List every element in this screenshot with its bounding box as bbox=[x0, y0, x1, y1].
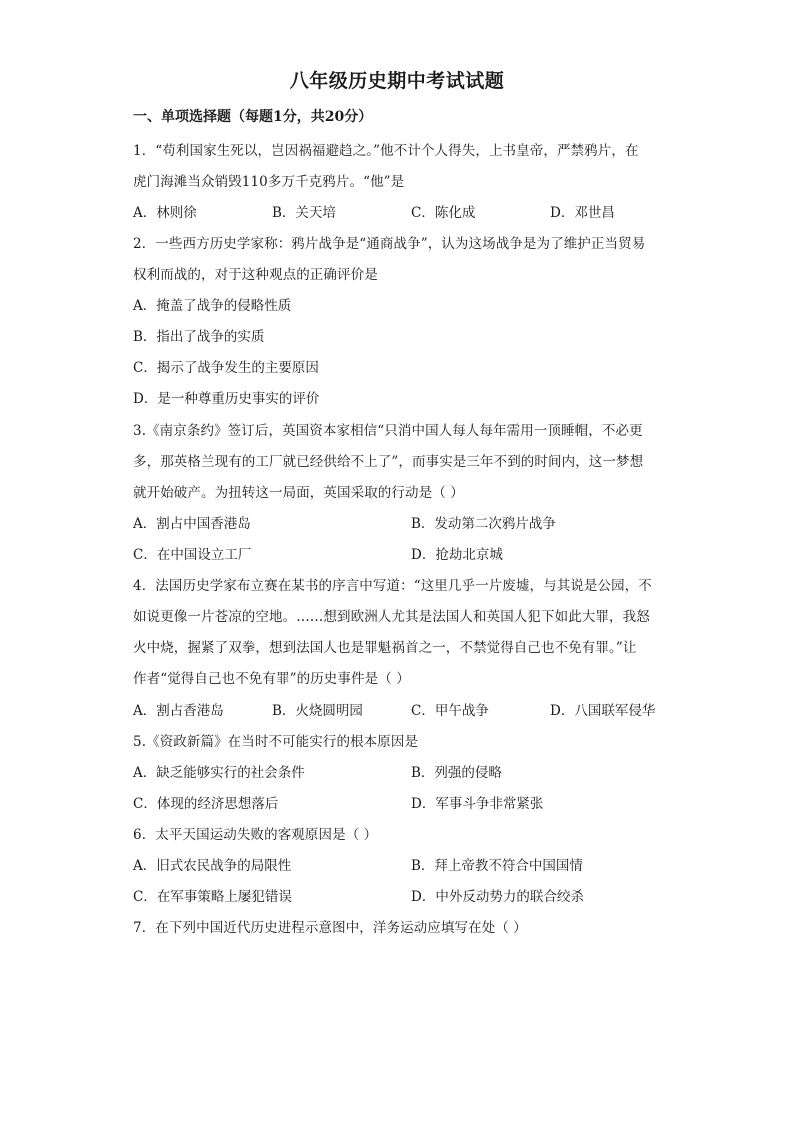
question-6-option-b: B．拜上帝教不符合中国国情 bbox=[411, 858, 583, 874]
question-2-option-a: A．掩盖了战争的侵略性质 bbox=[133, 298, 292, 314]
question-1-option-a: A．林则徐 bbox=[133, 205, 197, 221]
question-4-line-1: 4．法国历史学家布立赛在某书的序言中写道：“这里几乎一片废墟，与其说是公园，不 bbox=[133, 578, 652, 594]
question-4-option-a: A．割占香港岛 bbox=[133, 703, 224, 719]
section-heading: 一、单项选择题（每题1分，共20分） bbox=[133, 109, 373, 125]
question-2-line-2: 权利而战的，对于这种观点的正确评价是 bbox=[133, 267, 378, 283]
question-4-option-c: C．甲午战争 bbox=[411, 703, 489, 719]
question-5-option-d: D．军事斗争非常紧张 bbox=[411, 796, 544, 812]
question-3-option-d: D．抢劫北京城 bbox=[411, 547, 503, 563]
question-3-line-3: 就开始破产。为扭转这一局面，英国采取的行动是（ ） bbox=[133, 485, 464, 501]
question-3-line-1: 3.《南京条约》签订后，英国资本家相信“只消中国人每人每年需用一顶睡帽，不必更 bbox=[133, 423, 643, 439]
question-6-line-1: 6．太平天国运动失败的客观原因是（ ） bbox=[133, 827, 378, 843]
question-5-option-c: C．体现的经济思想落后 bbox=[133, 796, 279, 812]
question-1-option-d: D．邓世昌 bbox=[550, 205, 615, 221]
question-2-option-b: B．指出了战争的实质 bbox=[133, 329, 265, 345]
question-4-line-3: 火中烧，握紧了双拳，想到法国人也是罪魁祸首之一，不禁觉得自己也不免有罪。”让 bbox=[133, 640, 637, 656]
question-2-line-1: 2．一些西方历史学家称：鸦片战争是“通商战争”，认为这场战争是为了维护正当贸易 bbox=[133, 236, 646, 252]
question-5-option-b: B．列强的侵略 bbox=[411, 765, 502, 781]
question-3-option-b: B．发动第二次鸦片战争 bbox=[411, 516, 556, 532]
question-2-option-d: D．是一种尊重历史事实的评价 bbox=[133, 391, 320, 407]
question-4-option-b: B．火烧圆明园 bbox=[272, 703, 363, 719]
question-4-option-d: D．八国联军侵华 bbox=[550, 703, 656, 719]
question-5-line-1: 5.《资政新篇》在当时不可能实行的根本原因是 bbox=[133, 734, 419, 750]
question-1-option-b: B．关天培 bbox=[272, 205, 336, 221]
question-2-option-c: C．揭示了战争发生的主要原因 bbox=[133, 360, 319, 376]
question-1-line-2: 虎门海滩当众销毁110多万千克鸦片。“他”是 bbox=[133, 174, 405, 190]
question-4-line-2: 如说更像一片苍凉的空地。……想到欧洲人尤其是法国人和英国人犯下如此大罪，我怒 bbox=[133, 609, 650, 625]
question-5-option-a: A．缺乏能够实行的社会条件 bbox=[133, 765, 305, 781]
question-3-line-2: 多，那英格兰现有的工厂就已经供给不上了”，而事实是三年不到的时间内，这一梦想 bbox=[133, 454, 644, 470]
question-7-line-1: 7．在下列中国近代历史进程示意图中，洋务运动应填写在处（ ） bbox=[133, 920, 527, 936]
question-3-option-c: C．在中国设立工厂 bbox=[133, 547, 252, 563]
question-1-line-1: 1．“苟利国家生死以，岂因祸福避趋之。”他不计个人得失，上书皇帝，严禁鸦片，在 bbox=[133, 143, 639, 159]
question-6-option-c: C．在军事策略上屡犯错误 bbox=[133, 889, 292, 905]
question-4-line-4: 作者“觉得自己也不免有罪”的历史事件是（ ） bbox=[133, 671, 410, 687]
question-6-option-a: A．旧式农民战争的局限性 bbox=[133, 858, 292, 874]
question-3-option-a: A．割占中国香港岛 bbox=[133, 516, 251, 532]
question-6-option-d: D．中外反动势力的联合绞杀 bbox=[411, 889, 584, 905]
question-1-option-c: C．陈化成 bbox=[411, 205, 476, 221]
page-title: 八年级历史期中考试试题 bbox=[289, 70, 505, 92]
